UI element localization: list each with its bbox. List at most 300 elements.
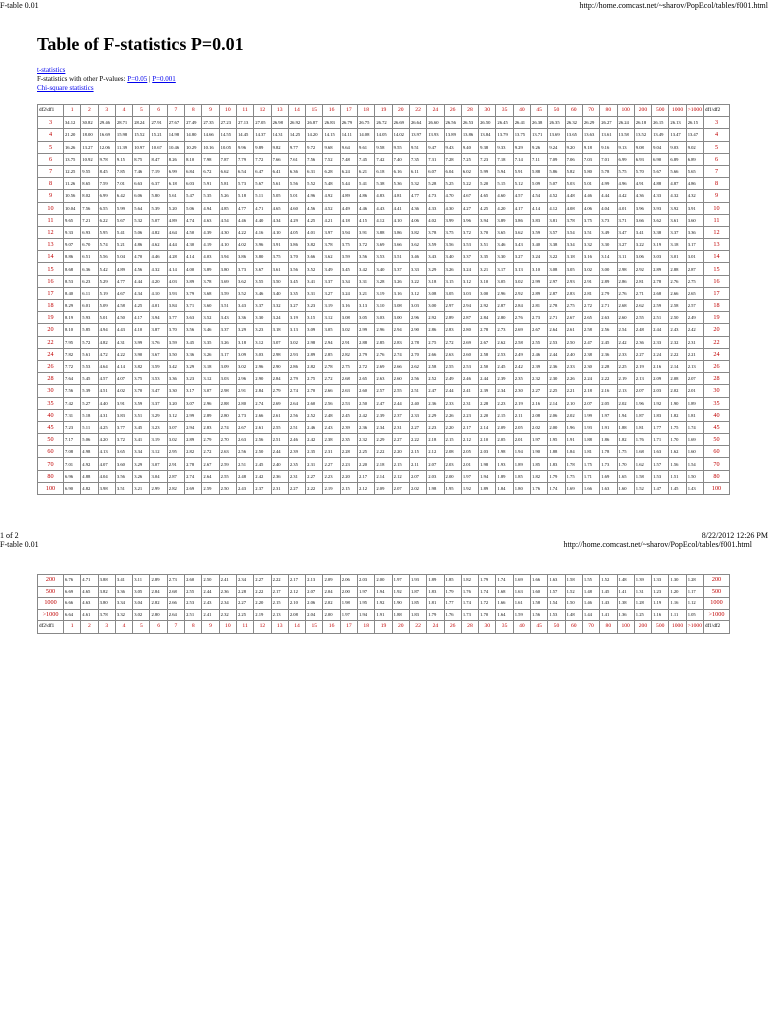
f-value-cell: 2.97 bbox=[444, 300, 461, 312]
f-value-cell: 3.26 bbox=[392, 275, 409, 287]
f-value-cell: 2.87 bbox=[496, 300, 513, 312]
f-value-cell: 3.34 bbox=[340, 275, 357, 287]
f-value-cell: 3.26 bbox=[444, 263, 461, 275]
df1-header: 17 bbox=[340, 105, 357, 117]
f-value-cell: 2.82 bbox=[167, 482, 184, 494]
f-value-cell: 3.71 bbox=[185, 300, 202, 312]
f-value-cell: 2.78 bbox=[479, 324, 496, 336]
f-value-cell: 2.07 bbox=[392, 482, 409, 494]
f-value-cell: 2.25 bbox=[548, 385, 565, 397]
df1-header: 12 bbox=[254, 105, 271, 117]
table-row bbox=[38, 190, 730, 202]
f-value-cell: 2.79 bbox=[202, 434, 219, 446]
df1-header: 7 bbox=[167, 621, 184, 633]
f-value-cell: 3.20 bbox=[167, 397, 184, 409]
f-value-cell: 5.81 bbox=[219, 178, 236, 190]
f-value-cell: 4.34 bbox=[271, 214, 288, 226]
p0001-link[interactable]: P=0.001 bbox=[152, 75, 176, 83]
f-value-cell: 3.78 bbox=[202, 275, 219, 287]
f-value-cell: 3.59 bbox=[340, 251, 357, 263]
f-value-cell: 1.91 bbox=[565, 434, 582, 446]
f-value-cell: 2.89 bbox=[444, 312, 461, 324]
f-value-cell: 2.78 bbox=[652, 275, 669, 287]
f-value-cell: 3.12 bbox=[254, 336, 271, 348]
f-value-cell: 10.04 bbox=[64, 202, 81, 214]
f-value-cell: 2.02 bbox=[617, 397, 634, 409]
f-value-cell: 2.73 bbox=[531, 312, 548, 324]
f-value-cell: 4.88 bbox=[652, 178, 669, 190]
f-value-cell: 3.52 bbox=[236, 287, 253, 299]
f-value-cell: 2.86 bbox=[288, 360, 305, 372]
f-value-cell: 3.40 bbox=[531, 239, 548, 251]
f-value-cell: 3.12 bbox=[202, 373, 219, 385]
f-value-cell: 2.76 bbox=[669, 275, 686, 287]
df2-label: 10 bbox=[38, 202, 64, 214]
f-value-cell: 2.47 bbox=[427, 385, 444, 397]
f-value-cell: 5.07 bbox=[548, 178, 565, 190]
f-value-cell: 3.63 bbox=[185, 312, 202, 324]
f-value-cell: 2.75 bbox=[686, 275, 703, 287]
f-value-cell: 3.36 bbox=[167, 373, 184, 385]
df1-header: 20 bbox=[392, 621, 409, 633]
f-value-cell: 2.32 bbox=[219, 609, 236, 621]
f-value-cell: 7.11 bbox=[531, 153, 548, 165]
f-value-cell: 8.68 bbox=[64, 263, 81, 275]
df1-header: 10 bbox=[219, 105, 236, 117]
f-value-cell: 3.08 bbox=[392, 300, 409, 312]
df2-label: 6 bbox=[38, 153, 64, 165]
f-value-cell: 5.94 bbox=[496, 165, 513, 177]
f-value-cell: 2.44 bbox=[548, 348, 565, 360]
f-value-cell: 2.10 bbox=[479, 434, 496, 446]
f-value-cell: 3.30 bbox=[496, 251, 513, 263]
df1-header: 28 bbox=[461, 621, 478, 633]
f-value-cell: 1.97 bbox=[340, 609, 357, 621]
f-value-cell: 4.67 bbox=[115, 287, 132, 299]
f-value-cell: 2.53 bbox=[496, 348, 513, 360]
f-value-cell: 4.56 bbox=[306, 202, 323, 214]
f-value-cell: 3.03 bbox=[409, 300, 426, 312]
f-value-cell: 3.07 bbox=[271, 336, 288, 348]
f-value-cell: 2.63 bbox=[444, 348, 461, 360]
f-value-cell: 2.61 bbox=[565, 324, 582, 336]
f-value-cell: 3.02 bbox=[288, 336, 305, 348]
f-value-cell: 2.23 bbox=[461, 409, 478, 421]
f-value-cell: 13.89 bbox=[444, 129, 461, 141]
df2-label: 1000 bbox=[703, 598, 729, 610]
f-value-cell: 4.06 bbox=[582, 202, 599, 214]
f-value-cell: 2.96 bbox=[254, 360, 271, 372]
f-value-cell: 2.33 bbox=[617, 348, 634, 360]
f-value-cell: 5.85 bbox=[81, 324, 98, 336]
f-value-cell: 3.16 bbox=[340, 300, 357, 312]
table-row bbox=[38, 129, 730, 141]
f-value-cell: 3.65 bbox=[496, 226, 513, 238]
f-value-cell: 1.96 bbox=[565, 421, 582, 433]
f-value-cell: 2.74 bbox=[288, 385, 305, 397]
f-value-cell: 7.98 bbox=[202, 153, 219, 165]
f-value-cell: 1.82 bbox=[617, 434, 634, 446]
f-value-cell: 26.75 bbox=[358, 117, 375, 129]
f-value-cell: 4.86 bbox=[133, 239, 150, 251]
f-value-cell: 1.83 bbox=[652, 409, 669, 421]
f-value-cell: 1.05 bbox=[686, 609, 703, 621]
f-value-cell: 1.81 bbox=[582, 446, 599, 458]
f-value-cell: 1.30 bbox=[669, 575, 686, 587]
f-value-cell: 3.53 bbox=[375, 251, 392, 263]
f-value-cell: 5.18 bbox=[236, 190, 253, 202]
f-value-cell: 13.63 bbox=[582, 129, 599, 141]
f-value-cell: 3.53 bbox=[461, 239, 478, 251]
f-value-cell: 5.95 bbox=[98, 226, 115, 238]
f-value-cell: 2.09 bbox=[652, 373, 669, 385]
f-value-cell: 3.40 bbox=[271, 287, 288, 299]
f-value-cell: 5.44 bbox=[340, 178, 357, 190]
f-value-cell: 2.82 bbox=[150, 598, 167, 610]
f-value-cell: 2.20 bbox=[479, 409, 496, 421]
f-value-cell: 2.87 bbox=[686, 263, 703, 275]
f-value-cell: 30.82 bbox=[81, 117, 98, 129]
f-value-cell: 10.46 bbox=[167, 141, 184, 153]
f-value-cell: 2.36 bbox=[219, 586, 236, 598]
f-value-cell: 2.06 bbox=[306, 598, 323, 610]
f-value-cell: 13.69 bbox=[548, 129, 565, 141]
f-value-cell: 27.13 bbox=[236, 117, 253, 129]
f-value-cell: 4.31 bbox=[98, 409, 115, 421]
f-value-cell: 2.89 bbox=[652, 263, 669, 275]
f-value-cell: 2.22 bbox=[254, 586, 271, 598]
f-value-cell: 1.72 bbox=[479, 598, 496, 610]
f-value-cell: 2.19 bbox=[634, 360, 651, 372]
f-value-cell: 3.05 bbox=[358, 312, 375, 324]
df2-label: 500 bbox=[703, 586, 729, 598]
f-value-cell: 3.19 bbox=[652, 239, 669, 251]
f-value-cell: 2.81 bbox=[634, 275, 651, 287]
f-value-cell: 7.23 bbox=[479, 153, 496, 165]
f-value-cell: 4.46 bbox=[358, 202, 375, 214]
f-value-cell: 2.91 bbox=[236, 385, 253, 397]
f-value-cell: 1.28 bbox=[634, 598, 651, 610]
f-value-cell: 2.00 bbox=[375, 575, 392, 587]
f-value-cell: 1.20 bbox=[669, 586, 686, 598]
f-value-cell: 3.12 bbox=[150, 446, 167, 458]
f-value-cell: 14.98 bbox=[167, 129, 184, 141]
f-value-cell: 3.21 bbox=[479, 263, 496, 275]
f-value-cell: 3.22 bbox=[634, 239, 651, 251]
f-value-cell: 3.24 bbox=[531, 251, 548, 263]
f-value-cell: 6.76 bbox=[64, 575, 81, 587]
f-value-cell: 1.91 bbox=[600, 421, 617, 433]
f-value-cell: 3.62 bbox=[513, 226, 530, 238]
f-value-cell: 1.41 bbox=[600, 609, 617, 621]
f-value-cell: 2.36 bbox=[358, 421, 375, 433]
f-value-cell: 3.91 bbox=[115, 397, 132, 409]
f-value-cell: 4.06 bbox=[409, 214, 426, 226]
f-value-cell: 1.96 bbox=[634, 397, 651, 409]
f-value-cell: 9.04 bbox=[652, 141, 669, 153]
f-value-cell: 3.32 bbox=[271, 300, 288, 312]
f-value-cell: 2.20 bbox=[444, 421, 461, 433]
f-value-cell: 6.37 bbox=[150, 178, 167, 190]
f-value-cell: 3.96 bbox=[461, 214, 478, 226]
f-value-cell: 1.56 bbox=[531, 609, 548, 621]
f-value-cell: 1.78 bbox=[600, 446, 617, 458]
df2-label: 100 bbox=[703, 482, 729, 494]
f-value-cell: 2.41 bbox=[461, 385, 478, 397]
f-value-cell: 6.93 bbox=[634, 153, 651, 165]
f-value-cell: 4.71 bbox=[254, 202, 271, 214]
f-value-cell: 5.64 bbox=[133, 202, 150, 214]
f-value-cell: 29.46 bbox=[98, 117, 115, 129]
f-value-cell: 4.44 bbox=[133, 275, 150, 287]
f-value-cell: 2.46 bbox=[306, 421, 323, 433]
f-value-cell: 9.55 bbox=[392, 141, 409, 153]
f-value-cell: 1.54 bbox=[548, 598, 565, 610]
f-value-cell: 6.18 bbox=[167, 178, 184, 190]
p005-link[interactable]: P=0.05 bbox=[127, 75, 148, 83]
f-value-cell: 1.94 bbox=[513, 446, 530, 458]
f-value-cell: 2.98 bbox=[271, 348, 288, 360]
f-value-cell: 1.16 bbox=[652, 609, 669, 621]
df1-header: 5 bbox=[133, 621, 150, 633]
f-value-cell: 2.33 bbox=[565, 360, 582, 372]
f-value-cell: 3.51 bbox=[133, 409, 150, 421]
f-value-cell: 3.40 bbox=[375, 263, 392, 275]
f-value-cell: 4.29 bbox=[288, 214, 305, 226]
f-value-cell: 2.90 bbox=[409, 324, 426, 336]
f-value-cell: 1.98 bbox=[479, 458, 496, 470]
f-value-cell: 2.35 bbox=[340, 434, 357, 446]
f-value-cell: 2.56 bbox=[236, 446, 253, 458]
f-value-cell: 2.31 bbox=[686, 336, 703, 348]
f-value-cell: 1.94 bbox=[479, 470, 496, 482]
f-value-cell: 2.94 bbox=[461, 300, 478, 312]
df1-header: 30 bbox=[479, 621, 496, 633]
f-value-cell: 1.90 bbox=[531, 446, 548, 458]
f-value-cell: 3.70 bbox=[479, 226, 496, 238]
f-value-cell: 3.37 bbox=[461, 251, 478, 263]
f-value-cell: 2.27 bbox=[254, 575, 271, 587]
f-value-cell: 14.11 bbox=[340, 129, 357, 141]
f-value-cell: 4.01 bbox=[150, 300, 167, 312]
f-value-cell: 2.58 bbox=[582, 324, 599, 336]
f-value-cell: 7.42 bbox=[64, 397, 81, 409]
f-value-cell: 8.45 bbox=[98, 165, 115, 177]
f-value-cell: 9.20 bbox=[565, 141, 582, 153]
f-value-cell: 7.35 bbox=[409, 153, 426, 165]
f-value-cell: 3.70 bbox=[133, 385, 150, 397]
f-value-cell: 1.84 bbox=[565, 446, 582, 458]
f-value-cell: 3.99 bbox=[444, 214, 461, 226]
table-row bbox=[38, 470, 730, 482]
f-value-cell: 3.45 bbox=[340, 263, 357, 275]
f-value-cell: 2.20 bbox=[340, 470, 357, 482]
f-value-cell: 2.13 bbox=[634, 373, 651, 385]
f-value-cell: 2.31 bbox=[271, 482, 288, 494]
f-value-cell: 1.68 bbox=[496, 586, 513, 598]
f-value-cell: 2.14 bbox=[375, 470, 392, 482]
f-value-cell: 2.63 bbox=[236, 434, 253, 446]
f-value-cell: 2.96 bbox=[375, 324, 392, 336]
f-value-cell: 4.41 bbox=[392, 202, 409, 214]
f-value-cell: 1.76 bbox=[634, 434, 651, 446]
f-value-cell: 4.83 bbox=[375, 190, 392, 202]
f-value-cell: 2.97 bbox=[548, 275, 565, 287]
f-value-cell: 27.05 bbox=[254, 117, 271, 129]
f-value-cell: 5.21 bbox=[115, 239, 132, 251]
f-value-cell: 2.61 bbox=[271, 409, 288, 421]
df1-header: 35 bbox=[496, 621, 513, 633]
f-value-cell: 2.08 bbox=[531, 409, 548, 421]
f-value-cell: 1.52 bbox=[565, 586, 582, 598]
f-value-cell: 3.73 bbox=[600, 214, 617, 226]
f-value-cell: 2.25 bbox=[236, 609, 253, 621]
f-value-cell: 14.05 bbox=[375, 129, 392, 141]
df1-header: 70 bbox=[582, 621, 599, 633]
f-value-cell: 3.81 bbox=[548, 214, 565, 226]
f-value-cell: 2.19 bbox=[513, 397, 530, 409]
f-value-cell: 2.92 bbox=[427, 312, 444, 324]
f-value-cell: 1.76 bbox=[461, 586, 478, 598]
f-value-cell: 3.19 bbox=[288, 312, 305, 324]
f-value-cell: 2.98 bbox=[219, 385, 236, 397]
links-separator: | bbox=[147, 75, 153, 83]
f-value-cell: 2.72 bbox=[444, 336, 461, 348]
f-value-cell: 1.86 bbox=[600, 434, 617, 446]
f-value-cell: 3.21 bbox=[133, 482, 150, 494]
f-value-cell: 2.31 bbox=[392, 421, 409, 433]
f-value-cell: 3.28 bbox=[375, 275, 392, 287]
f-value-cell: 9.43 bbox=[444, 141, 461, 153]
f-value-cell: 4.25 bbox=[479, 202, 496, 214]
df1-header: >1000 bbox=[686, 105, 703, 117]
f-value-cell: 3.46 bbox=[409, 251, 426, 263]
chi-square-link[interactable]: Chi-square statistics bbox=[37, 84, 94, 92]
f-value-cell: 13.49 bbox=[652, 129, 669, 141]
f-value-cell: 1.25 bbox=[634, 609, 651, 621]
f-value-cell: 3.31 bbox=[358, 275, 375, 287]
f-value-cell: 3.23 bbox=[306, 300, 323, 312]
f-value-cell: 10.05 bbox=[219, 141, 236, 153]
f-value-cell: 2.44 bbox=[392, 397, 409, 409]
f-value-cell: 2.28 bbox=[600, 360, 617, 372]
f-value-cell: 2.62 bbox=[409, 360, 426, 372]
f-value-cell: 3.37 bbox=[254, 300, 271, 312]
df1-header: 50 bbox=[548, 621, 565, 633]
f-value-cell: 3.07 bbox=[167, 421, 184, 433]
f-value-cell: 2.35 bbox=[288, 458, 305, 470]
f-value-cell: 3.10 bbox=[479, 275, 496, 287]
f-value-cell: 9.96 bbox=[236, 141, 253, 153]
df1-header: 50 bbox=[548, 105, 565, 117]
f-value-cell: 3.12 bbox=[409, 287, 426, 299]
f-value-cell: 4.17 bbox=[133, 312, 150, 324]
f-value-cell: 26.41 bbox=[513, 117, 530, 129]
header-row bbox=[38, 621, 730, 633]
f-value-cell: 2.46 bbox=[288, 434, 305, 446]
f-value-cell: 2.84 bbox=[513, 300, 530, 312]
f-value-cell: 27.91 bbox=[150, 117, 167, 129]
f-value-cell: 2.34 bbox=[219, 598, 236, 610]
table-row bbox=[38, 409, 730, 421]
f-value-cell: 2.65 bbox=[686, 287, 703, 299]
f-value-cell: 1.97 bbox=[461, 470, 478, 482]
f-value-cell: 3.68 bbox=[202, 287, 219, 299]
table-row bbox=[38, 458, 730, 470]
f-value-cell: 8.26 bbox=[167, 153, 184, 165]
f-value-cell: 1.69 bbox=[686, 434, 703, 446]
df1-header: 200 bbox=[634, 621, 651, 633]
df1-header: 13 bbox=[271, 621, 288, 633]
f-value-cell: 3.02 bbox=[133, 609, 150, 621]
f-value-cell: 4.82 bbox=[150, 226, 167, 238]
f-value-cell: 5.99 bbox=[115, 202, 132, 214]
f-value-cell: 4.40 bbox=[98, 397, 115, 409]
f-value-cell: 3.80 bbox=[254, 251, 271, 263]
f-value-cell: 9.26 bbox=[531, 141, 548, 153]
f-value-cell: 2.17 bbox=[288, 575, 305, 587]
f-value-cell: 1.61 bbox=[513, 598, 530, 610]
f-value-cell: 7.72 bbox=[64, 360, 81, 372]
f-value-cell: 1.99 bbox=[582, 409, 599, 421]
f-value-cell: 1.98 bbox=[340, 598, 357, 610]
f-value-cell: 3.53 bbox=[150, 373, 167, 385]
f-value-cell: 3.94 bbox=[150, 312, 167, 324]
t-statistics-link[interactable]: t-statistics bbox=[37, 66, 66, 74]
f-value-cell: 2.84 bbox=[479, 312, 496, 324]
f-value-cell: 7.31 bbox=[427, 153, 444, 165]
f-value-cell: 3.80 bbox=[98, 598, 115, 610]
f-value-cell: 3.52 bbox=[202, 312, 219, 324]
f-value-cell: 2.71 bbox=[634, 287, 651, 299]
f-value-cell: 1.69 bbox=[600, 470, 617, 482]
f-value-cell: 5.01 bbox=[288, 190, 305, 202]
f-value-cell: 4.91 bbox=[634, 178, 651, 190]
f-value-cell: 5.88 bbox=[531, 165, 548, 177]
f-value-cell: 2.45 bbox=[340, 409, 357, 421]
f-value-cell: 26.29 bbox=[582, 117, 599, 129]
f-value-cell: 8.53 bbox=[64, 275, 81, 287]
f-value-cell: 4.03 bbox=[202, 251, 219, 263]
f-value-cell: 2.27 bbox=[306, 470, 323, 482]
f-value-cell: 2.41 bbox=[202, 609, 219, 621]
f-value-cell: 3.34 bbox=[565, 239, 582, 251]
f-value-cell: 2.08 bbox=[444, 446, 461, 458]
f-value-cell: 4.85 bbox=[219, 202, 236, 214]
f-value-cell: 2.29 bbox=[427, 409, 444, 421]
f-value-cell: 2.98 bbox=[306, 336, 323, 348]
table-row bbox=[38, 482, 730, 494]
print-datetime: 8/22/2012 12:26 PM bbox=[701, 531, 768, 540]
f-value-cell: 5.42 bbox=[98, 263, 115, 275]
f-value-cell: 2.04 bbox=[323, 586, 340, 598]
f-value-cell: 2.36 bbox=[634, 336, 651, 348]
f-value-cell: 4.43 bbox=[375, 202, 392, 214]
f-value-cell: 2.53 bbox=[340, 397, 357, 409]
f-value-cell: 1.79 bbox=[444, 586, 461, 598]
df2-label: 8 bbox=[38, 178, 64, 190]
f-value-cell: 2.27 bbox=[288, 482, 305, 494]
f-value-cell: 4.31 bbox=[115, 336, 132, 348]
df2-label: 50 bbox=[38, 434, 64, 446]
f-value-cell: 2.53 bbox=[461, 360, 478, 372]
f-value-cell: 13.93 bbox=[427, 129, 444, 141]
f-value-cell: 14.66 bbox=[202, 129, 219, 141]
f-value-cell: 3.03 bbox=[254, 348, 271, 360]
df1-header: 18 bbox=[358, 621, 375, 633]
f-value-cell: 2.25 bbox=[358, 446, 375, 458]
f-value-cell: 2.86 bbox=[617, 275, 634, 287]
